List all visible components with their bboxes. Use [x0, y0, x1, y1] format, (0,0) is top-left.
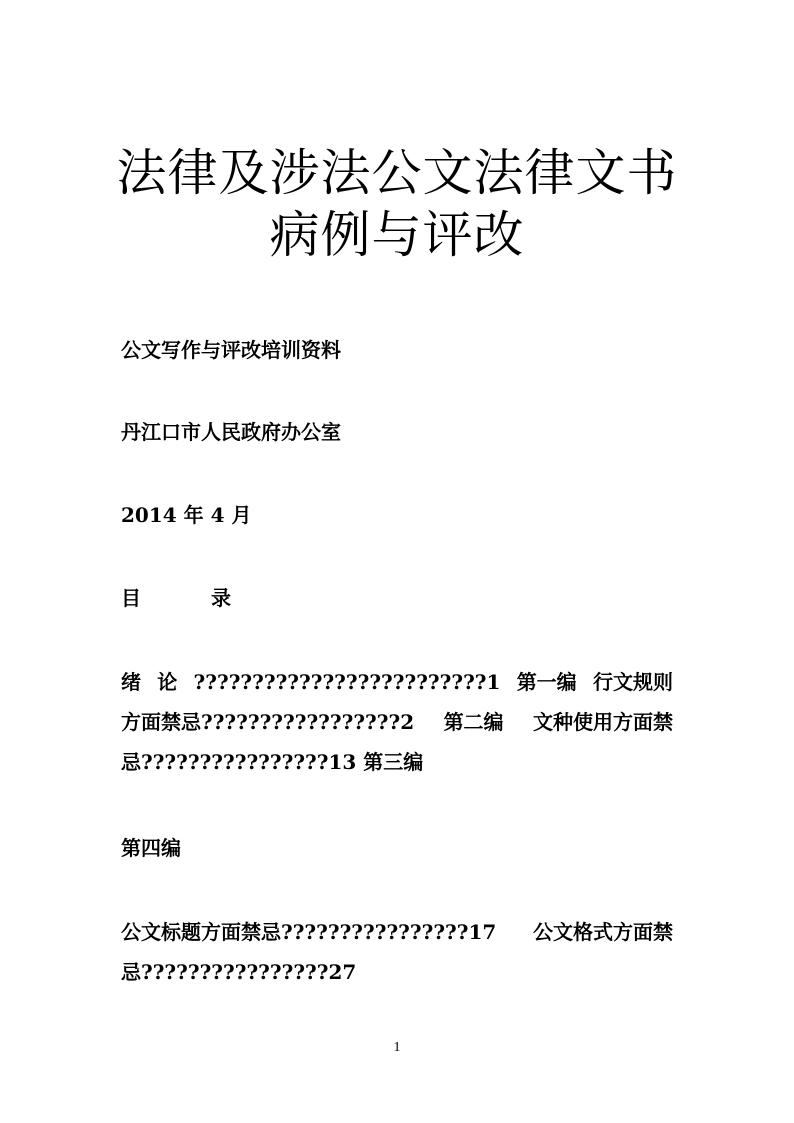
toc-line — [121, 702, 673, 742]
table-of-contents-block2 — [121, 912, 673, 992]
part-four-heading: 第四编 — [121, 836, 181, 860]
table-of-contents-block1 — [121, 662, 673, 782]
issuing-organization: 丹江口市人民政府办公室 — [121, 420, 341, 444]
toc-entry: 第一编 — [516, 670, 577, 694]
toc-entry: 行文规则 — [592, 670, 673, 694]
toc-line — [121, 952, 673, 992]
toc-entry: 公文格式方面禁 — [533, 920, 673, 944]
toc-line — [121, 742, 673, 782]
toc-entry: 方面禁忌?????????????????2 — [121, 710, 415, 734]
toc-entry: 论 — [157, 670, 178, 694]
page-number: 1 — [393, 1040, 401, 1055]
toc-line — [121, 662, 673, 702]
toc-entry: 文种使用方面禁 — [532, 710, 673, 734]
toc-entry: 公文标题方面禁忌????????????????17 — [121, 920, 497, 944]
contents-heading-part1: 目 — [121, 586, 141, 610]
contents-heading-part2: 录 — [211, 586, 231, 610]
toc-entry: 忌????????????????13 第三编 — [121, 750, 424, 774]
contents-heading — [121, 578, 673, 618]
toc-entry: 绪 — [121, 670, 141, 694]
toc-entry: 忌????????????????27 — [121, 960, 357, 984]
document-title-line2: 病例与评改 — [269, 206, 525, 264]
document-date: 2014 年 4 月 — [121, 503, 252, 527]
document-title-line1: 法律及涉法公文法律文书 — [116, 144, 678, 202]
document-subtitle: 公文写作与评改培训资料 — [121, 338, 341, 362]
toc-line — [121, 912, 673, 952]
toc-entry: ?????????????????????????1 — [193, 670, 501, 694]
toc-entry: 第二编 — [443, 710, 504, 734]
